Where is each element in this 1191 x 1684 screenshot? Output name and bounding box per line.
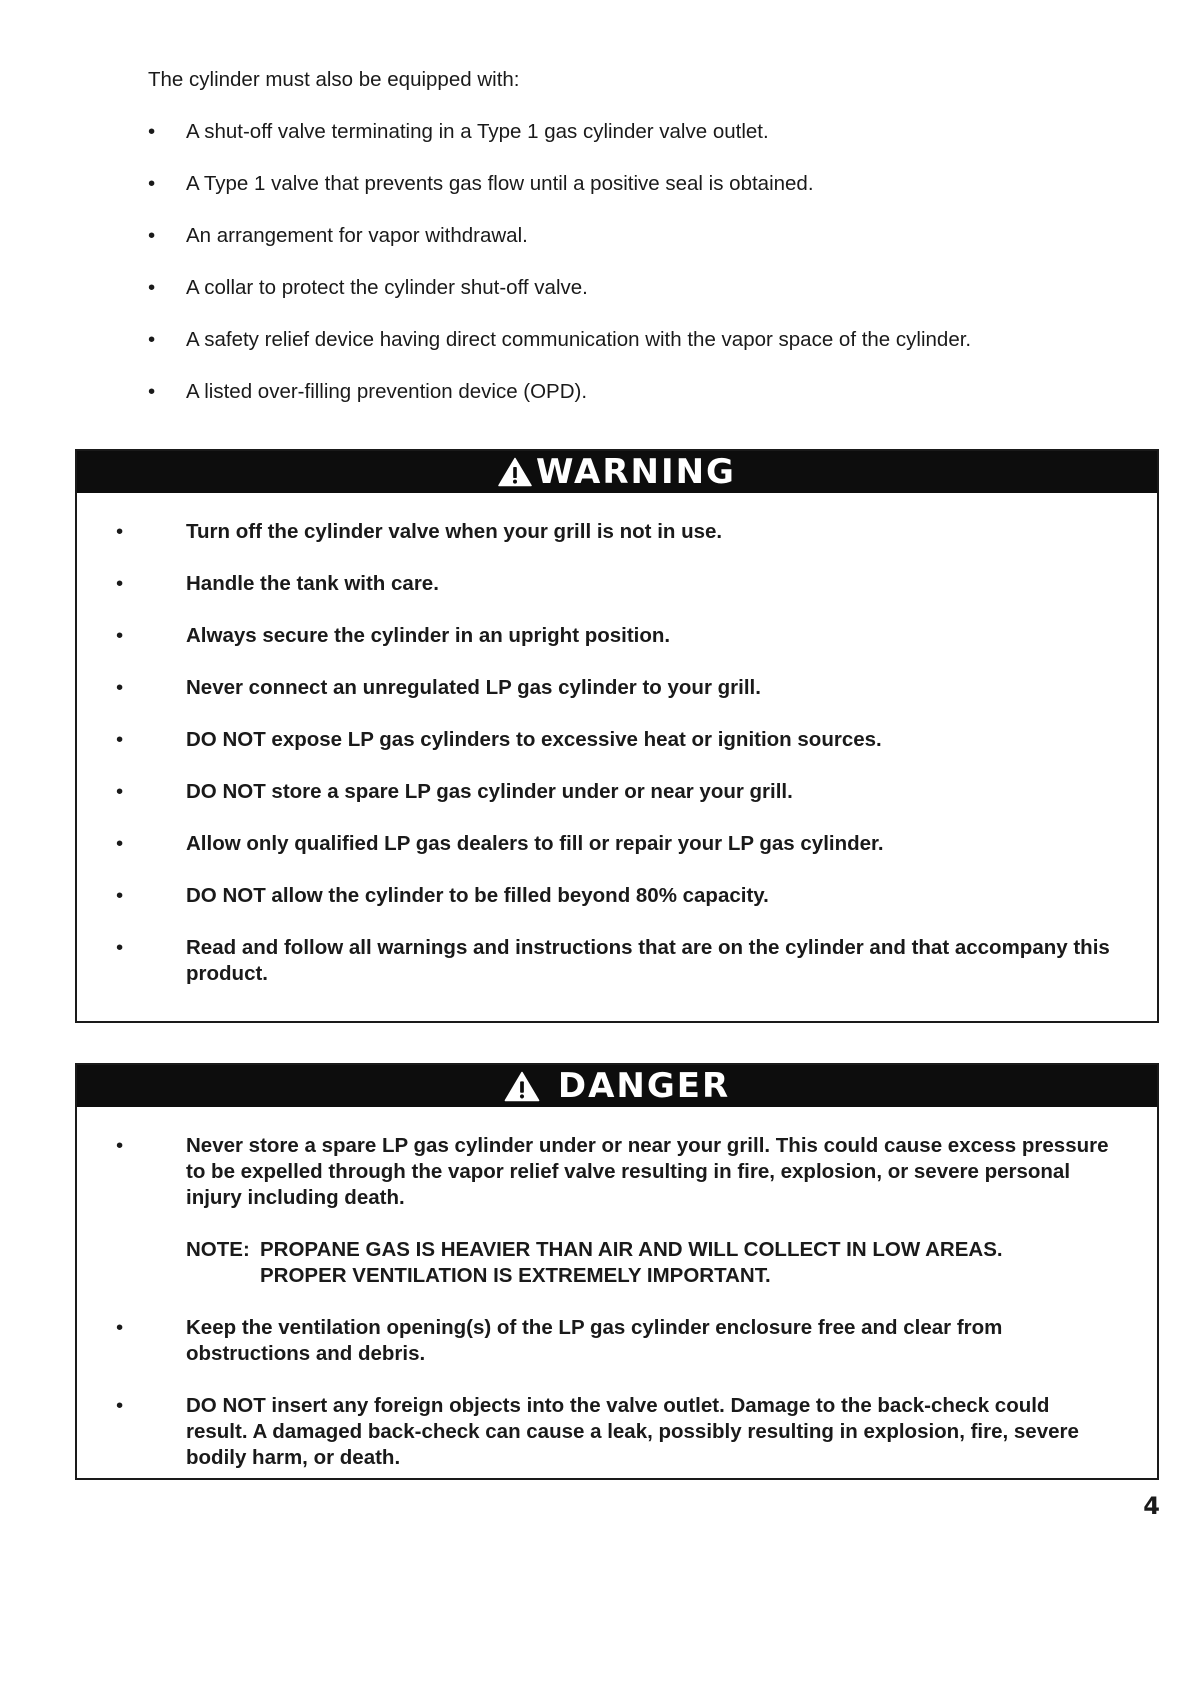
warning-list [113, 519, 1113, 987]
cylinder-equipment-section [148, 66, 1098, 406]
list-item [113, 623, 1113, 649]
warning-header [77, 451, 1157, 493]
list-item [113, 519, 1113, 545]
danger-list-continued [113, 1315, 1113, 1471]
warning-triangle-icon [498, 457, 532, 487]
danger-item-text: Never store a spare LP gas cylinder under or near your grill. This could cause excess pressure to be expelled through the vapor relief valve resulting in fire, explosion, or severe personal injury including death. [186, 1134, 1109, 1209]
danger-item-text: Keep the ventilation opening(s) of the LP gas cylinder enclosure free and clear from obstructions and debris. [186, 1316, 1003, 1365]
equipment-item-text: A collar to protect the cylinder shut-off valve. [186, 276, 588, 299]
bullet: • [116, 936, 124, 959]
bullet: • [116, 572, 124, 595]
equipment-item-text: A listed over-filling prevention device (OPD). [186, 380, 588, 403]
danger-list [113, 1133, 1113, 1211]
warning-title: WARNING [536, 452, 736, 492]
warning-item-text: DO NOT store a spare LP gas cylinder under or near your grill. [186, 780, 793, 803]
warning-item-text: DO NOT expose LP gas cylinders to excessive heat or ignition sources. [186, 728, 882, 751]
warning-item-text: Read and follow all warnings and instructions that are on the cylinder and that accompany this product. [186, 936, 1110, 985]
list-item [113, 1315, 1113, 1367]
equipment-item-text: A safety relief device having direct communication with the vapor space of the cylinder. [186, 328, 972, 351]
equipment-item-text: A Type 1 valve that prevents gas flow until a positive seal is obtained. [186, 172, 814, 195]
equipment-item-text: A shut-off valve terminating in a Type 1 gas cylinder valve outlet. [186, 120, 769, 143]
warning-box [75, 449, 1159, 1023]
danger-body [77, 1107, 1157, 1471]
bullet: • [148, 172, 156, 195]
bullet: • [116, 884, 124, 907]
bullet: • [116, 728, 124, 751]
bullet: • [148, 276, 156, 299]
danger-header [77, 1065, 1157, 1107]
danger-box [75, 1063, 1159, 1480]
bullet: • [148, 224, 156, 247]
warning-item-text: Turn off the cylinder valve when your grill is not in use. [186, 520, 723, 543]
list-item [148, 118, 1098, 146]
page-number: 4 [1143, 1492, 1160, 1520]
equipment-item-text: An arrangement for vapor withdrawal. [186, 224, 528, 247]
warning-item-text: Handle the tank with care. [186, 572, 439, 595]
list-item [113, 727, 1113, 753]
danger-title: DANGER [557, 1066, 731, 1106]
warning-body [77, 493, 1157, 987]
equipment-list [148, 118, 1098, 406]
bullet: • [116, 520, 124, 543]
bullet: • [116, 676, 124, 699]
note-line: PROPER VENTILATION IS EXTREMELY IMPORTANT. [260, 1264, 771, 1287]
list-item [113, 883, 1113, 909]
bullet: • [116, 832, 124, 855]
bullet: • [116, 1394, 124, 1417]
list-item [113, 675, 1113, 701]
list-item [113, 1393, 1113, 1471]
bullet: • [148, 120, 156, 143]
bullet: • [116, 624, 124, 647]
list-item [148, 326, 1098, 354]
bullet: • [148, 380, 156, 403]
danger-item-text: DO NOT insert any foreign objects into the valve outlet. Damage to the back-check could result. A damaged back-check can cause a leak, possibly resulting in explosion, fire, severe bodily harm, or death. [186, 1394, 1079, 1469]
list-item [113, 779, 1113, 805]
propane-note [113, 1237, 1113, 1289]
bullet: • [116, 1134, 124, 1157]
warning-item-text: Never connect an unregulated LP gas cylinder to your grill. [186, 676, 761, 699]
note-text [260, 1237, 1003, 1289]
note-line: PROPANE GAS IS HEAVIER THAN AIR AND WILL COLLECT IN LOW AREAS. [260, 1238, 1003, 1261]
list-item [148, 222, 1098, 250]
bullet: • [116, 780, 124, 803]
list-item [148, 274, 1098, 302]
list-item [113, 935, 1113, 987]
warning-item-text: Allow only qualified LP gas dealers to fill or repair your LP gas cylinder. [186, 832, 884, 855]
bullet: • [116, 1316, 124, 1339]
intro-lead: The cylinder must also be equipped with: [148, 68, 520, 91]
bullet: • [148, 328, 156, 351]
list-item [113, 831, 1113, 857]
list-item [113, 1133, 1113, 1211]
warning-item-text: DO NOT allow the cylinder to be filled beyond 80% capacity. [186, 884, 769, 907]
warning-item-text: Always secure the cylinder in an upright position. [186, 624, 671, 647]
list-item [113, 571, 1113, 597]
note-label: NOTE: [186, 1238, 250, 1261]
list-item [148, 170, 1098, 198]
list-item [148, 378, 1098, 406]
warning-triangle-icon [504, 1071, 540, 1102]
